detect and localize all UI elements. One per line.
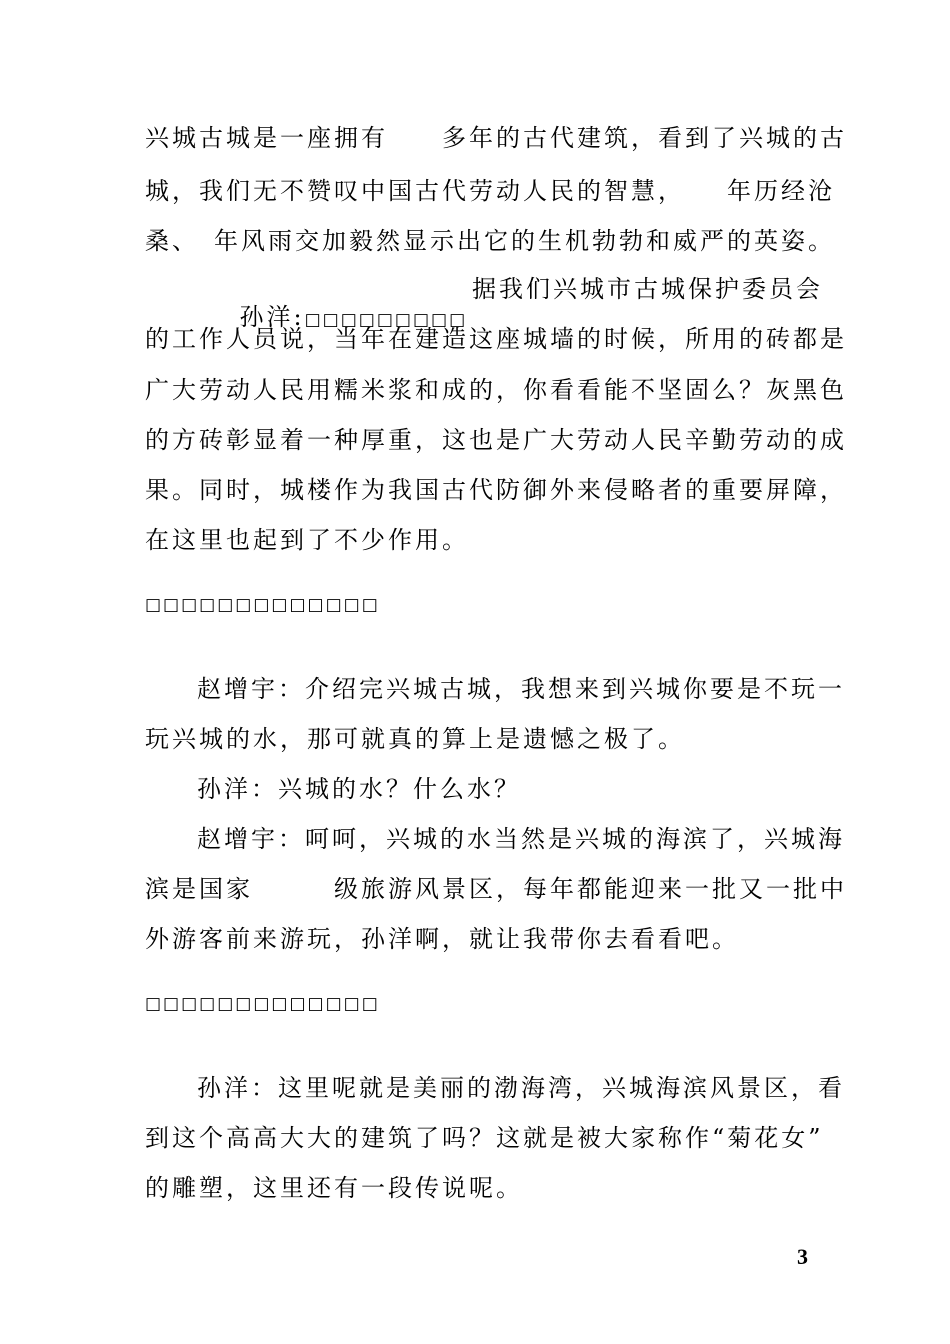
body-line: 孙洋：这里呢就是美丽的渤海湾，兴城海滨风景区，看 — [197, 1074, 845, 1102]
body-line: 兴城古城是一座拥有 多年的古代建筑，看到了兴城的古 — [145, 124, 847, 152]
garbled-heading: □□□□□□□□□□□□□ — [145, 595, 380, 615]
body-line: 城，我们无不赞叹中国古代劳动人民的智慧， 年历经沧 — [145, 177, 835, 205]
body-line: 果。同时，城楼作为我国古代防御外来侵略者的重要屏障， — [145, 476, 847, 504]
body-line: 到这个高高大大的建筑了吗？这就是被大家称作“菊花女” — [145, 1124, 824, 1152]
body-line: 的方砖彰显着一种厚重，这也是广大劳动人民辛勤劳动的成 — [145, 426, 847, 454]
body-line: 广大劳动人民用糯米浆和成的，你看看能不坚固么？灰黑色 — [145, 376, 847, 404]
body-line: 赵增宇：介绍完兴城古城，我想来到兴城你要是不玩一 — [197, 675, 845, 703]
body-line: 玩兴城的水，那可就真的算上是遗憾之极了。 — [145, 725, 685, 753]
page-number: 3 — [797, 1244, 808, 1269]
garbled-text: □□□□□□□□□ — [304, 310, 468, 330]
body-line: 在这里也起到了不少作用。 — [145, 526, 469, 554]
body-line: 赵增宇：呵呵，兴城的水当然是兴城的海滨了，兴城海 — [197, 825, 845, 853]
body-line: 滨是国家 级旅游风景区，每年都能迎来一批又一批中 — [145, 875, 847, 903]
body-line: 的工作人员说，当年在建造这座城墙的时候，所用的砖都是 — [145, 325, 847, 353]
body-line: 外游客前来游玩，孙洋啊，就让我带你去看看吧。 — [145, 925, 739, 953]
body-line: 的雕塑，这里还有一段传说呢。 — [145, 1174, 523, 1202]
garbled-heading: □□□□□□□□□□□□□ — [145, 994, 380, 1014]
body-line: 桑、 年风雨交加毅然显示出它的生机勃勃和威严的英姿。 — [145, 227, 835, 255]
speaker-label: 孙洋: — [239, 303, 305, 331]
body-line: 孙洋：兴城的水？什么水？ — [197, 775, 521, 803]
body-line: 据我们兴城市古城保护委员会 — [472, 275, 823, 303]
